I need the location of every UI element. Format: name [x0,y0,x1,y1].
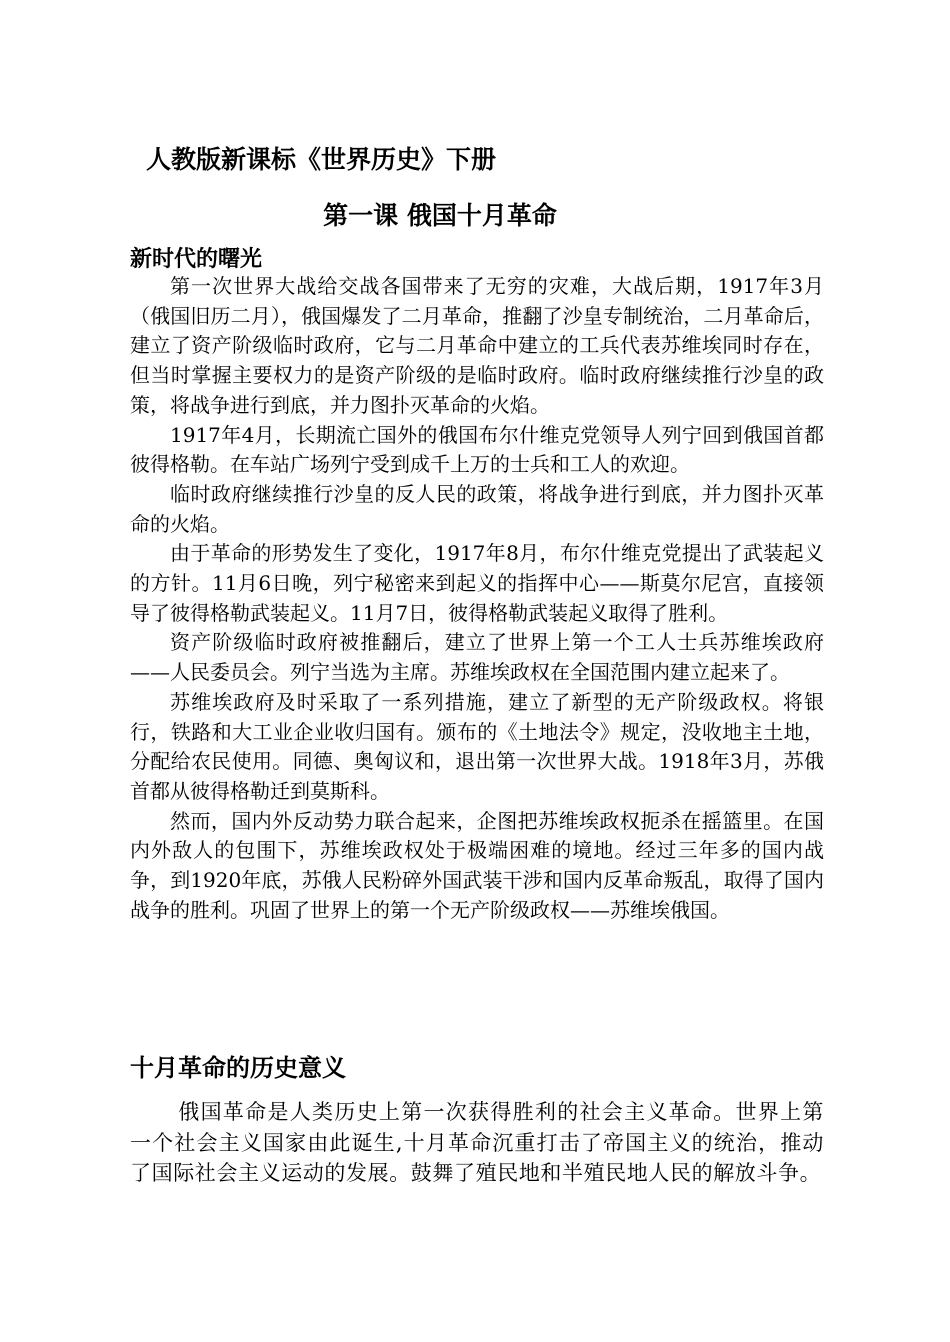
paragraph: 1917年4月，长期流亡国外的俄国布尔什维克党领导人列宁回到俄国首都彼得格勒。在车站广场列宁受到成千上万的士兵和工人的欢迎。 [130,422,824,477]
document-title: 人教版新课标《世界历史》下册 [146,145,497,174]
section-body-historical-significance [130,1097,824,1189]
paragraph: 资产阶级临时政府被推翻后，建立了世界上第一个工人士兵苏维埃政府——人民委员会。列宁当选为主席。苏维埃政权在全国范围内建立起来了。 [130,630,824,685]
lesson-title: 第一课 俄国十月革命 [323,201,557,230]
paragraph: 俄国革命是人类历史上第一次获得胜利的社会主义革命。世界上第一个社会主义国家由此诞生,十月革命沉重打击了帝国主义的统治，推动了国际社会主义运动的发展。鼓舞了殖民地和半殖民地人民的解放斗争。 [130,1100,824,1186]
paragraph: 然而，国内外反动势力联合起来，企图把苏维埃政权扼杀在摇篮里。在国内外敌人的包围下，苏维埃政权处于极端困难的境地。经过三年多的国内战争，到1920年底，苏俄人民粉碎外国武装干涉和国内反革命叛乱，取得了国内战争的胜利。巩固了世界上的第一个无产阶级政权——苏维埃俄国。 [130,808,824,922]
section-heading-new-era: 新时代的曙光 [130,246,263,272]
paragraph: 苏维埃政府及时采取了一系列措施，建立了新型的无产阶级政权。将银行，铁路和大工业企业收归国有。颁布的《土地法令》规定，没收地主土地，分配给农民使用。同德、奥匈议和，退出第一次世界大战。1918年3月，苏俄首都从彼得格勒迁到莫斯科。 [130,689,824,803]
paragraph: 临时政府继续推行沙皇的反人民的政策，将战争进行到底，并力图扑灭革命的火焰。 [130,481,824,536]
paragraph: 由于革命的形势发生了变化，1917年8月，布尔什维克党提出了武装起义的方针。11月6日晚，列宁秘密来到起义的指挥中心——斯莫尔尼宫，直接领导了彼得格勒武装起义。11月7日，彼得格勒武装起义取得了胜利。 [130,541,824,625]
section-heading-historical-significance: 十月革命的历史意义 [130,1053,346,1082]
section-body-new-era [130,272,824,925]
paragraph: 第一次世界大战给交战各国带来了无穷的灾难，大战后期，1917年3月（俄国旧历二月），俄国爆发了二月革命，推翻了沙皇专制统治，二月革命后，建立了资产阶级临时政府，它与二月革命中建立的工兵代表苏维埃同时存在，但当时掌握主要权力的是资产阶级的是临时政府。临时政府继续推行沙皇的政策，将战争进行到底，并力图扑灭革命的火焰。 [130,274,824,417]
